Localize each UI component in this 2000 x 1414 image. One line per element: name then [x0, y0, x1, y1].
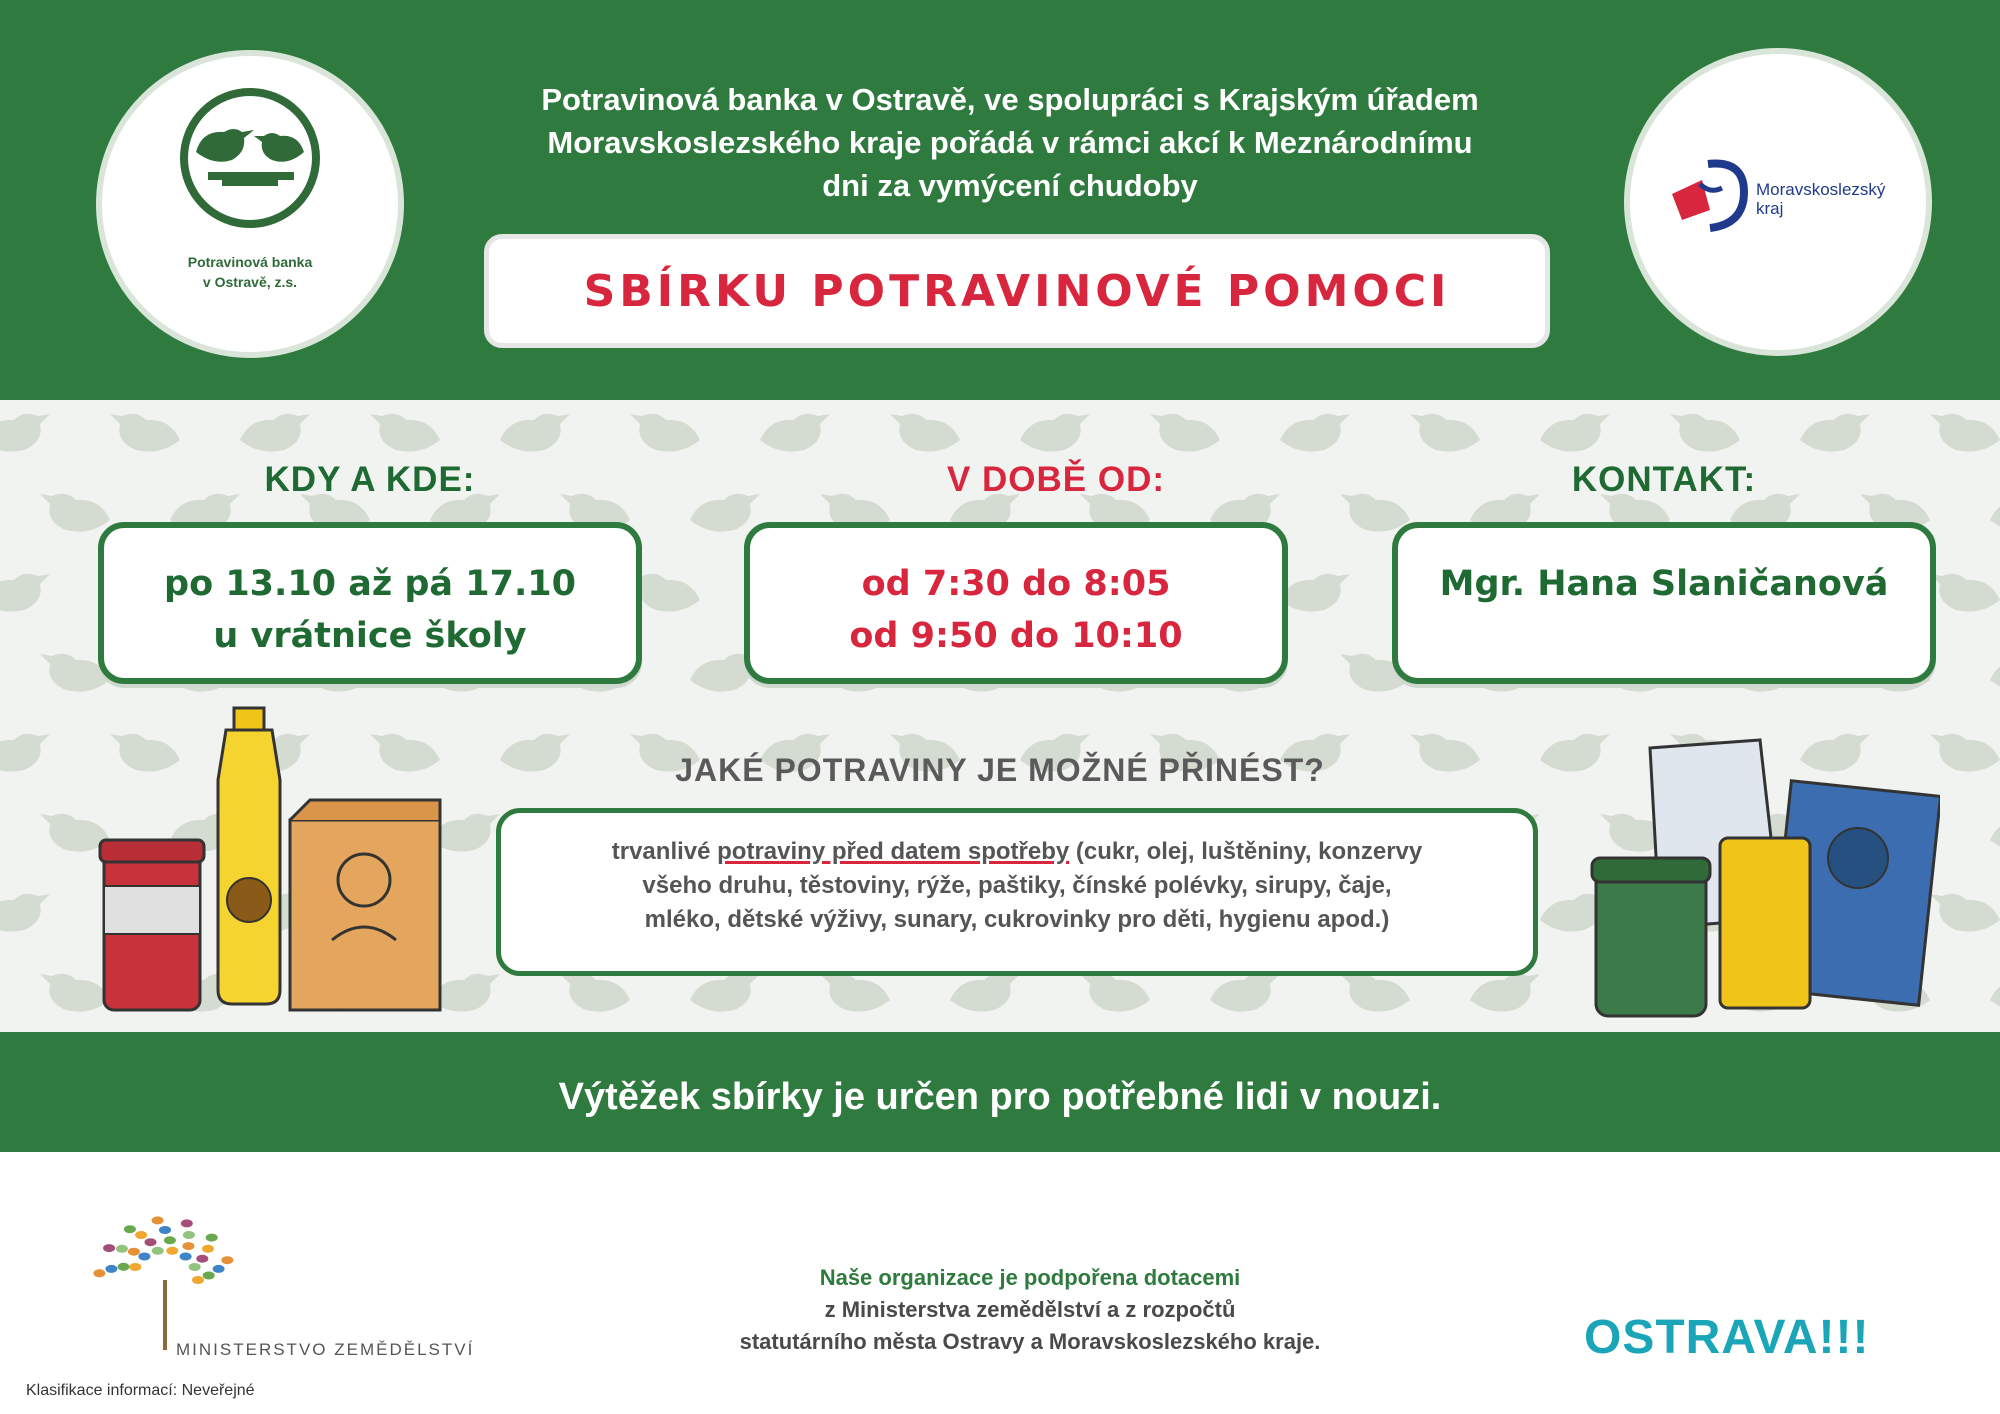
classification-note: Klasifikace informací: Neveřejné: [26, 1382, 255, 1399]
time-slot-1: od 7:30 do 8:05: [861, 564, 1171, 604]
date-range: po 13.10 až pá 17.10: [164, 564, 576, 604]
region-logo-name: [1756, 180, 1885, 218]
region-logo: [1624, 48, 1932, 356]
two-birds-food-bank-logo-icon: [162, 86, 338, 236]
contact-name: Mgr. Hana Slaničanová: [1439, 564, 1889, 604]
ministry-name: MINISTERSTVO ZEMĚDĚLSTVÍ: [176, 1340, 475, 1359]
support-text: [600, 1262, 1460, 1358]
support-line-2: z Ministerstva zemědělství a z rozpočtů: [824, 1297, 1236, 1322]
foods-line-1-underlined: potraviny před datem spotřeby: [717, 838, 1070, 865]
region-name-line1: Moravskoslezský: [1756, 180, 1886, 199]
heading-time: V DOBĚ OD:: [946, 460, 1166, 499]
intro-line-3: dni za vymýcení chudoby: [822, 168, 1198, 203]
tree-logo-icon: [90, 1200, 240, 1350]
heading-when-where: KDY A KDE:: [264, 460, 476, 499]
foods-line-1-post: (cukr, olej, luštěniny, konzervy: [1069, 838, 1423, 865]
when-where-box: [98, 522, 642, 684]
intro-line-2: Moravskoslezského kraje pořádá v rámci akcí k Meznárodnímu: [547, 125, 1473, 160]
ostrava-logo: OSTRAVA!!!: [1584, 1311, 1870, 1364]
foods-question: JAKÉ POTRAVINY JE MOŽNÉ PŘINÉST?: [675, 752, 1325, 788]
page-title: SBÍRKU POTRAVINOVÉ POMOCI: [583, 265, 1451, 317]
support-line-1: Naše organizace je podpořena dotacemi: [819, 1265, 1241, 1290]
title-box: [484, 234, 1550, 348]
contact-box: [1392, 522, 1936, 684]
region-name-line2: kraj: [1756, 199, 1784, 218]
foods-line-1-pre: trvanlivé: [611, 838, 718, 865]
foods-line-1: [501, 835, 1533, 869]
food-bank-caption: [102, 252, 398, 292]
food-bank-caption-line2: v Ostravě, z.s.: [202, 274, 298, 290]
jar-oil-bottle-flour-illustration: [96, 700, 456, 1016]
foods-list-box: [496, 808, 1538, 976]
jar-pasta-bags-illustration: [1590, 738, 1940, 1020]
intro-line-1: Potravinová banka v Ostravě, ve spolupráci s Krajským úřadem: [541, 82, 1479, 117]
time-slot-2: od 9:50 do 10:10: [849, 616, 1183, 656]
footer-message: Výtěžek sbírky je určen pro potřebné lidi v nouzi.: [558, 1076, 1442, 1118]
food-bank-caption-line1: Potravinová banka: [187, 254, 313, 270]
foods-line-3: mléko, dětské výživy, sunary, cukrovinky pro děti, hygienu apod.): [644, 906, 1390, 933]
food-bank-logo: [96, 50, 404, 358]
support-line-3: statutárního města Ostravy a Moravskoslezského kraje.: [739, 1329, 1321, 1354]
intro-text: [440, 78, 1580, 207]
foods-line-2: všeho druhu, těstoviny, rýže, paštiky, čínské polévky, sirupy, čaje,: [642, 872, 1392, 899]
moravskoslezsky-kraj-logo-icon: [1664, 154, 1760, 244]
heading-contact: KONTAKT:: [1571, 460, 1757, 499]
location: u vrátnice školy: [213, 616, 527, 656]
time-box: [744, 522, 1288, 684]
